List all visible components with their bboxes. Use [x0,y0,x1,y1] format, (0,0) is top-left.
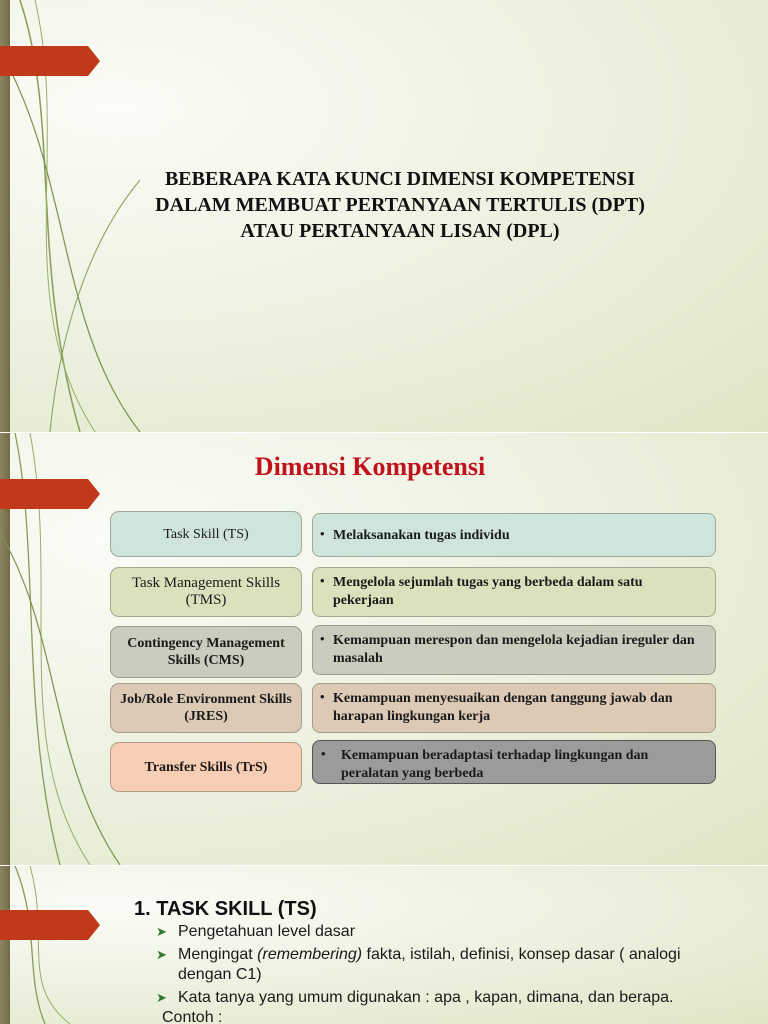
dimension-desc-text: Kemampuan merespon dan mengelola kejadian ireguler dan masalah [333,633,695,666]
dimension-label-cms [110,626,302,678]
example-label: Contoh : [162,1009,223,1024]
list-item-text: Kata tanya yang umum digunakan : apa , kapan, dimana, dan berapa. [178,989,674,1006]
dimension-label-jres [110,683,302,733]
list-item [156,922,716,942]
dimension-label-text: Task Management Skills (TMS) [131,575,281,608]
dimension-desc-ts [312,513,716,557]
decorative-curves [0,866,160,1024]
slide-title [0,0,768,432]
bullet-icon: • [320,526,325,541]
arrow-bullet-icon: ➤ [156,924,167,939]
dimension-desc-text: Mengelola sejumlah tugas yang berbeda dalam satu pekerjaan [333,575,643,608]
bullet-icon: • [321,746,326,761]
section-heading: 1. TASK SKILL (TS) [134,898,317,920]
dimension-desc-text: Kemampuan beradaptasi terhadap lingkungan dan peralatan yang berbeda [341,748,649,781]
bullet-icon: • [320,573,325,588]
dimension-label-ts [110,511,302,557]
title-line-1: BEBERAPA KATA KUNCI DIMENSI KOMPETENSI [164,168,636,190]
arrow-bullet-icon: ➤ [156,990,167,1005]
dimension-label-tms [110,567,302,617]
dimension-desc-cms [312,625,716,675]
dimension-desc-jres [312,683,716,733]
bullet-icon: • [320,631,325,646]
arrow-marker-icon [0,479,100,509]
dimension-desc-tms [312,567,716,617]
dimension-label-text: Task Skill (TS) [163,526,249,542]
slide-dimensi-kompetensi [0,433,768,865]
slide-task-skill [0,866,768,1024]
slide-title-text [120,166,680,244]
arrow-marker-icon [0,46,100,76]
arrow-marker-icon [0,910,100,940]
list-item [156,988,716,1008]
list-item-text: Pengetahuan level dasar [178,923,356,940]
list-item [156,945,716,985]
dimension-desc-trs [312,740,716,784]
dimension-desc-text: Kemampuan menyesuaikan dengan tanggung jawab dan harapan lingkungan kerja [333,691,673,724]
title-line-2: DALAM MEMBUAT PERTANYAAN TERTULIS (DPT) [155,194,645,216]
bullet-icon: • [320,689,325,704]
dimension-label-text: Job/Role Environment Skills (JRES) [120,692,292,724]
dimension-label-trs [110,742,302,792]
slide-heading: Dimensi Kompetensi [254,452,486,481]
list-item-text-cont: fakta, istilah, definisi, konsep dasar ( analogi dengan C1) [178,946,681,983]
dimension-label-text: Transfer Skills (TrS) [144,759,268,775]
list-item-text: Mengingat [178,946,258,963]
arrow-bullet-icon: ➤ [156,947,167,962]
dimension-desc-text: Melaksanakan tugas individu [333,528,510,543]
dimension-label-text: Contingency Management Skills (CMS) [127,636,285,668]
title-line-3: ATAU PERTANYAAN LISAN (DPL) [240,220,560,242]
bullet-list [156,922,716,1011]
list-item-italic: (remembering) [257,946,363,963]
